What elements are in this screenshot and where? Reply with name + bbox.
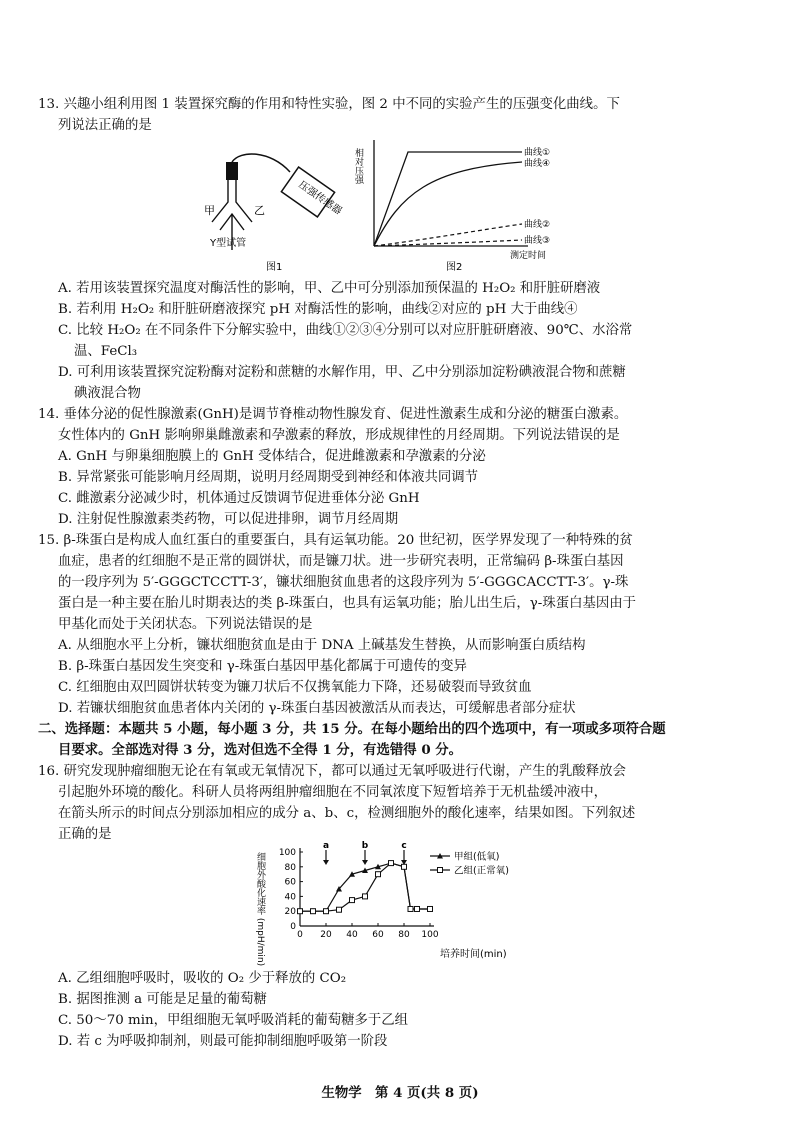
q13-stem-line2: 列说法正确的是: [58, 118, 152, 133]
q15-option-b: B. β-珠蛋白基因发生突变和 γ-珠蛋白基因甲基化都属于可遗传的变异: [58, 659, 467, 674]
chart-x-tick-label: 60: [372, 930, 384, 940]
q16-stem-line1: 16. 研究发现肿瘤细胞无论在有氧或无氧情况下，都可以通过无氧呼吸进行代谢，产生的乳酸释放会: [38, 764, 626, 779]
chart-arrows: [323, 841, 407, 865]
chart-x-tick-label: 100: [421, 930, 439, 940]
curve-4-label: 曲线④: [524, 159, 550, 169]
chart-point-square: [363, 894, 368, 899]
question-16-options: [38, 968, 768, 1052]
q13-option-c-cont: 温、FeCl₃: [74, 344, 138, 359]
curve-1-label: 曲线①: [524, 148, 550, 158]
chart-point-square: [402, 864, 407, 869]
section-2-line2: 目要求。全部选对得 3 分，选对但选不全得 1 分，有选错得 0 分。: [58, 742, 463, 758]
chart-x-axis-label: 培养时间(min): [440, 949, 507, 960]
chart-point-square: [376, 872, 381, 877]
legend-label-2: 乙组(正常氧): [454, 865, 509, 877]
q16-option-a: A. 乙组细胞呼吸时，吸收的 O₂ 少于释放的 CO₂: [58, 971, 347, 986]
q14-stem-line2: 女性体内的 GnH 影响卵巢雌激素和孕激素的释放，形成规律性的月经周期。下列说法错误的是: [58, 428, 620, 443]
q16-stem-line3: 在箭头所示的时间点分别添加相应的成分 a、b、c，检测细胞外的酸化速率，结果如图。下列叙述: [58, 806, 636, 821]
chart-y-tick-label: 80: [284, 862, 296, 873]
chart-y-tick-label: 0: [290, 922, 296, 932]
chart-series: [297, 860, 433, 914]
question-13-options: [38, 278, 768, 404]
chart-point-square: [389, 861, 394, 866]
chart-point-square: [350, 898, 355, 903]
chart-point-square: [298, 909, 303, 914]
figure-2-caption: 图2: [446, 262, 463, 273]
chart-y-axis-label: 细胞外酸化速率 (mpH/min): [255, 852, 265, 967]
curve-4: [374, 162, 522, 246]
q15-stem-line5: 甲基化而处于关闭状态。下列说法错误的是: [58, 617, 313, 632]
q15-option-c: C. 红细胞由双凹圆饼状转变为镰刀状后不仅携氧能力下降，还易破裂而导致贫血: [58, 680, 532, 695]
q13-option-d-cont: 碘液混合物: [74, 386, 141, 401]
section-2-header: [38, 719, 768, 761]
curve-3-label: 曲线③: [524, 236, 550, 246]
q15-option-d: D. 若镰状细胞贫血患者体内关闭的 γ-珠蛋白基因被激活从而表达，可缓解患者部分症状: [58, 701, 576, 716]
page-footer: 生物学 第 4 页(共 8 页): [321, 1085, 479, 1101]
q14-option-c: C. 雌激素分泌减少时，机体通过反馈调节促进垂体分泌 GnH: [58, 491, 420, 506]
sensor-cable: [232, 154, 290, 172]
figure-1-y-tube-apparatus: [190, 150, 350, 275]
tube-arm-yi-label: 乙: [254, 204, 265, 217]
q15-stem-line1: 15. β-珠蛋白是构成人血红蛋白的重要蛋白，具有运氧功能。20 世纪初，医学界发现了一种特殊的贫: [38, 533, 633, 548]
q16-option-b: B. 据图推测 a 可能是足量的葡萄糖: [58, 992, 267, 1007]
chart-arrow-label-b: b: [361, 841, 369, 851]
question-14: [38, 404, 768, 530]
chart-y-axis-title: [255, 852, 266, 966]
figure-2-pressure-curves: [350, 134, 550, 274]
chart-y-tick-label: 20: [284, 907, 296, 918]
chart-point-square: [415, 906, 420, 911]
q16-stem-line2: 引起胞外环境的酸化。科研人员将两组肿瘤细胞在不同氧浓度下短暂培养于无机盐缓冲液中，: [58, 785, 608, 800]
chart-point-square: [337, 907, 342, 912]
q14-option-b: B. 异常紧张可能影响月经周期，说明月经周期受到神经和体液共同调节: [58, 470, 479, 485]
y-tube-label: Y型试管: [210, 238, 247, 249]
chart-arrow-label-c: c: [401, 841, 407, 851]
q15-option-a: A. 从细胞水平上分析，镰状细胞贫血是由于 DNA 上碱基发生替换，从而影响蛋白质结构: [58, 638, 586, 653]
chart-x-tick-label: 0: [297, 930, 303, 940]
curve-2-label: 曲线②: [524, 220, 550, 230]
q13-option-c: C. 比较 H₂O₂ 在不同条件下分解实验中，曲线①②③④分别可以对应肝脏研磨液、90℃、水浴常: [58, 323, 633, 338]
chart-arrow-head-b: [362, 860, 368, 865]
chart-y-tick-label: 60: [284, 877, 296, 888]
section-2-line1: 二、选择题：本题共 5 小题，每小题 3 分，共 15 分。在每小题给出的四个选项中，有一项或多项符合题: [38, 721, 666, 737]
chart-point-square: [311, 909, 316, 914]
tube-arm-jia-label: 甲: [204, 204, 215, 217]
chart-axes: [300, 848, 434, 926]
chart-arrow-label-a: a: [322, 841, 330, 851]
chart-y-tick-label: 40: [284, 892, 296, 903]
q14-option-a: A. GnH 与卵巢细胞膜上的 GnH 受体结合，促进雌激素和孕激素的分泌: [58, 449, 486, 464]
q15-stem-line4: 蛋白是一种主要在胎儿时期表达的类 β-珠蛋白，也具有运氧功能；胎儿出生后，γ-珠蛋白基因由于: [58, 596, 637, 611]
acidification-rate-chart: [250, 838, 560, 968]
tube-stopper: [226, 162, 238, 180]
curve-1: [374, 152, 522, 246]
q13-option-d: D. 可利用该装置探究淀粉酶对淀粉和蔗糖的水解作用，甲、乙中分别添加淀粉碘液混合物和蔗糖: [58, 365, 626, 380]
q16-stem-line4: 正确的是: [58, 827, 112, 842]
q13-option-a: A. 若用该装置探究温度对酶活性的影响，甲、乙中可分别添加预保温的 H₂O₂ 和肝脏研磨液: [58, 281, 601, 296]
question-13-stem: [38, 94, 768, 136]
chart-y-tick-label: 100: [278, 848, 296, 858]
pressure-sensor-label: 压强传感器: [296, 179, 344, 218]
q14-option-d: D. 注射促性腺激素类药物，可以促进排卵，调节月经周期: [58, 512, 399, 527]
chart-legend: [430, 851, 509, 877]
q15-stem-line3: 的一段序列为 5′-GGGCTCCTT-3′，镰状细胞贫血患者的这段序列为 5′-GGGCACCTT-3′。γ-珠: [58, 575, 629, 590]
q15-stem-line2: 血症，患者的红细胞不是正常的圆饼状，而是镰刀状。进一步研究表明，正常编码 β-珠蛋白基因: [58, 554, 624, 569]
chart-x-tick-label: 80: [398, 930, 410, 940]
chart-point-square: [324, 909, 329, 914]
question-15: [38, 530, 768, 719]
question-16-stem: [38, 761, 768, 845]
q13-stem-line1: 13. 兴趣小组利用图 1 装置探究酶的作用和特性实验，图 2 中不同的实验产生的压强变化曲线。下: [38, 97, 620, 112]
chart-point-square: [408, 906, 413, 911]
fig2-y-axis-label: 相对压强: [353, 148, 363, 184]
chart-x-tick-label: 40: [346, 930, 358, 940]
q14-stem-line1: 14. 垂体分泌的促性腺激素(GnH)是调节脊椎动物性腺发育、促进性激素生成和分泌的糖蛋白激素。: [38, 407, 628, 422]
q16-option-c: C. 50～70 min，甲组细胞无氧呼吸消耗的葡萄糖多于乙组: [58, 1013, 409, 1028]
chart-point-square: [428, 906, 433, 911]
chart-x-tick-label: 20: [320, 930, 332, 940]
q13-option-b: B. 若利用 H₂O₂ 和肝脏研磨液探究 pH 对酶活性的影响，曲线②对应的 pH 大于曲线④: [58, 302, 578, 317]
figure-1-caption: 图1: [266, 262, 283, 273]
q16-option-d: D. 若 c 为呼吸抑制剂，则最可能抑制细胞呼吸第一阶段: [58, 1034, 388, 1049]
legend-label-1: 甲组(低氧): [454, 851, 500, 863]
legend-marker-square: [438, 868, 443, 873]
fig2-x-axis-label: 测定时间: [510, 251, 547, 261]
chart-arrow-head-a: [323, 860, 329, 865]
